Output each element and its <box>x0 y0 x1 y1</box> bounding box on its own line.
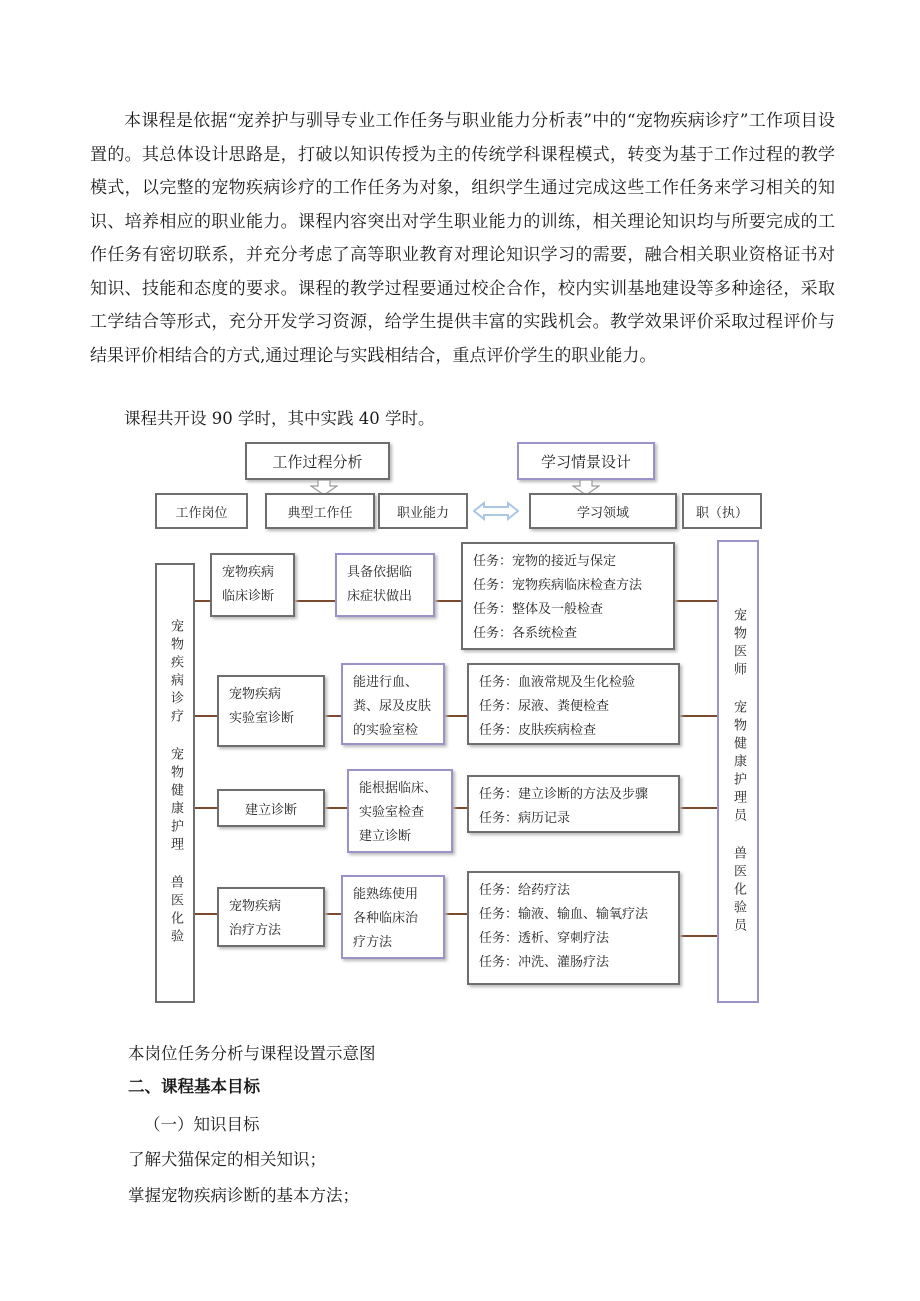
header-typical-task: 典型工作任 <box>265 493 375 529</box>
work-box-clinical: 宠物疾病 临床诊断 <box>210 553 295 617</box>
double-arrow-icon <box>473 501 519 521</box>
work-box-lab: 宠物疾病 实验室诊断 <box>217 675 325 747</box>
ability-box-lab: 能进行血、 粪、尿及皮肤 的实验室检 <box>341 663 445 745</box>
header-job-qualification: 职（执） <box>682 493 762 529</box>
objective-item-1: 了解犬猫保定的相关知识； <box>128 1150 326 1169</box>
subsection-heading: （一）知识目标 <box>144 1115 260 1134</box>
left-column-posts: 宠物疾病诊疗 宠物健康护理 兽医化验 <box>155 563 195 1003</box>
ability-box-treatment: 能熟练使用 各种临床治 疗方法 <box>341 875 445 959</box>
ability-box-diagnosis: 能根据临床、 实验室检查 建立诊断 <box>347 769 453 853</box>
learning-situation-design-box: 学习情景设计 <box>517 442 655 480</box>
ability-box-clinical: 具备依据临 床症状做出 <box>335 553 435 617</box>
work-box-diagnosis: 建立诊断 <box>217 789 325 827</box>
work-process-analysis-box: 工作过程分析 <box>245 442 390 480</box>
task-box-clinical: 任务：宠物的接近与保定 任务：宠物疾病临床检查方法 任务：整体及一般检查 任务：各系统检查 <box>461 542 675 650</box>
section-heading: 二、课程基本目标 <box>128 1077 260 1096</box>
task-box-treatment: 任务：给药疗法 任务：输液、输血、输氧疗法 任务：透析、穿刺疗法 任务：冲洗、灌肠疗法 <box>467 871 680 985</box>
intro-paragraph: 本课程是依据“宠养护与驯导专业工作任务与职业能力分析表”中的“宠物疾病诊疗”工作项目设置的。其总体设计思路是，打破以知识传授为主的传统学科课程模式，转变为基于工作过程的教学模式，以完整的宠物疾病诊疗的工作任务为对象，组织学生通过完成这些工作任务来学习相关的知识、培养相应的职业能力。课程内容突出对学生职业能力的训练，相关理论知识均与所要完成的工作任务有密切联系，并充分考虑了高等职业教育对理论知识学习的需要，融合相关职业资格证书对知识、技能和态度的要求。课程的教学过程要通过校企合作，校内实训基地建设等多种途径，采取工学结合等形式，充分开发学习资源，给学生提供丰富的实践机会。教学效果评价采取过程评价与结果评价相结合的方式,通过理论与实践相结合，重点评价学生的职业能力。 <box>90 111 835 366</box>
objective-item-2: 掌握宠物疾病诊断的基本方法； <box>128 1186 359 1205</box>
diagram-caption: 本岗位任务分析与课程设置示意图 <box>128 1044 376 1063</box>
course-diagram <box>145 435 770 1030</box>
header-learning-domain: 学习领域 <box>529 493 677 529</box>
task-box-diagnosis: 任务：建立诊断的方法及步骤 任务：病历记录 <box>467 775 680 833</box>
task-box-lab: 任务：血液常规及生化检验 任务：尿液、粪便检查 任务：皮肤疾病检查 <box>467 663 680 745</box>
work-box-treatment: 宠物疾病 治疗方法 <box>217 887 325 947</box>
hours-line: 课程共开设 90 学时，其中实践 40 学时。 <box>124 409 435 428</box>
header-work-post: 工作岗位 <box>155 493 248 529</box>
header-vocational-ability: 职业能力 <box>378 493 468 529</box>
right-column-jobs: 宠物医师 宠物健康护理员 兽医化验员 <box>717 540 759 1003</box>
